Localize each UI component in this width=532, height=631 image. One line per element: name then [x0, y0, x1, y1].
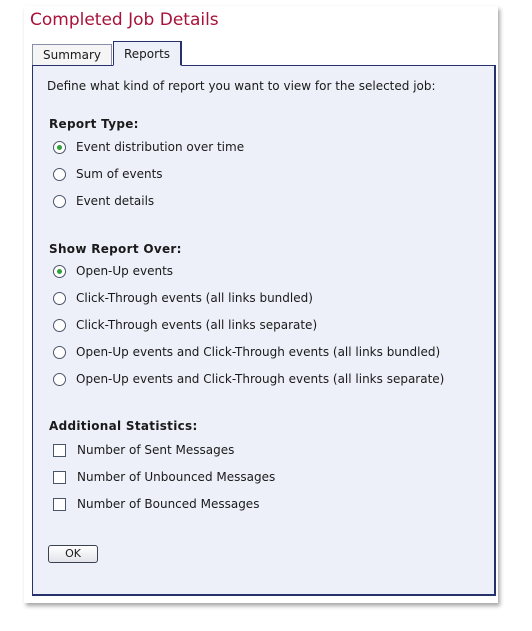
report-type-option-sum-of-events[interactable] [53, 166, 163, 182]
show-over-option-click-bundled[interactable] [53, 290, 313, 306]
radio-selected-icon[interactable] [53, 141, 66, 154]
reports-panel [32, 65, 496, 596]
radio-icon[interactable] [53, 346, 66, 359]
page-title: Completed Job Details [30, 10, 219, 30]
stat-option-sent-messages[interactable] [53, 442, 234, 458]
show-over-option-click-separate[interactable] [53, 317, 317, 333]
option-label: Click-Through events (all links bundled) [76, 291, 313, 305]
stat-option-unbounced-messages[interactable] [53, 469, 275, 485]
report-type-option-event-distribution[interactable] [53, 139, 244, 155]
stat-option-bounced-messages[interactable] [53, 496, 259, 512]
checkbox-icon[interactable] [53, 498, 66, 511]
job-details-window [24, 6, 498, 603]
radio-icon[interactable] [53, 373, 66, 386]
ok-button[interactable]: OK [48, 545, 98, 563]
option-label: Open-Up events and Click-Through events (all links bundled) [76, 345, 441, 359]
checkbox-icon[interactable] [53, 471, 66, 484]
intro-text: Define what kind of report you want to view for the selected job: [47, 79, 436, 93]
tab-reports[interactable]: Reports [113, 41, 182, 66]
report-type-heading: Report Type: [49, 117, 139, 131]
checkbox-icon[interactable] [53, 444, 66, 457]
show-over-option-open-up[interactable] [53, 263, 173, 279]
option-label: Open-Up events and Click-Through events (all links separate) [76, 372, 445, 386]
option-label: Open-Up events [76, 264, 174, 278]
radio-selected-icon[interactable] [53, 265, 66, 278]
tab-summary[interactable]: Summary [32, 44, 112, 65]
report-type-option-event-details[interactable] [53, 193, 154, 209]
radio-icon[interactable] [53, 292, 66, 305]
tab-bar [32, 41, 183, 65]
additional-statistics-heading: Additional Statistics: [49, 419, 198, 433]
radio-icon[interactable] [53, 319, 66, 332]
show-report-over-heading: Show Report Over: [49, 242, 182, 256]
option-label: Event distribution over time [76, 140, 245, 154]
option-label: Click-Through events (all links separate) [76, 318, 318, 332]
option-label: Number of Sent Messages [77, 443, 235, 457]
option-label: Event details [76, 194, 155, 208]
option-label: Number of Bounced Messages [77, 497, 260, 511]
option-label: Sum of events [76, 167, 163, 181]
option-label: Number of Unbounced Messages [77, 470, 276, 484]
radio-icon[interactable] [53, 168, 66, 181]
show-over-option-open-and-click-separate[interactable] [53, 371, 444, 387]
show-over-option-open-and-click-bundled[interactable] [53, 344, 440, 360]
radio-icon[interactable] [53, 195, 66, 208]
